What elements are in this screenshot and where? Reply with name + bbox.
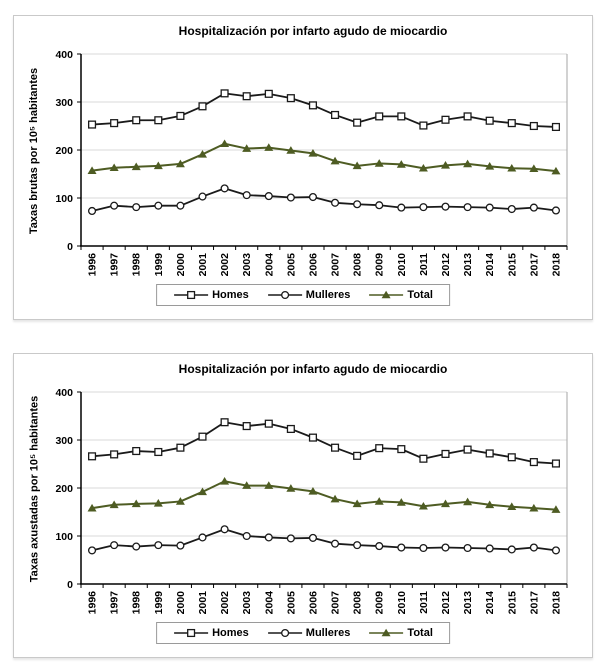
square-marker	[133, 117, 140, 124]
square-marker	[553, 124, 560, 131]
square-marker	[287, 426, 294, 433]
square-marker	[420, 122, 427, 129]
x-tick-label: 2003	[241, 591, 254, 615]
square-marker	[155, 449, 162, 456]
circle-marker	[420, 204, 427, 211]
x-tick-label: 1997	[108, 591, 121, 615]
x-tick-label: 2005	[285, 253, 298, 277]
x-tick-label: 2006	[307, 253, 320, 277]
legend-item-total	[368, 627, 432, 639]
circle-marker	[310, 535, 317, 542]
legend-item-mulleres	[267, 289, 351, 301]
x-tick-label: 1998	[130, 591, 143, 615]
x-tick-label: 2002	[219, 253, 232, 277]
square-marker	[310, 434, 317, 441]
square-marker	[398, 446, 405, 453]
square-marker	[221, 90, 228, 97]
x-tick-label: 2004	[263, 591, 276, 615]
x-tick-label: 2001	[197, 591, 209, 615]
square-marker	[464, 113, 471, 120]
x-tick-label: 2004	[263, 253, 276, 277]
circle-marker	[155, 542, 162, 549]
legend-item-homes	[173, 289, 249, 301]
circle-marker	[464, 204, 471, 211]
circle-marker	[398, 544, 405, 551]
y-tick-label: 100	[55, 192, 73, 205]
x-tick-label: 2009	[373, 591, 386, 615]
circle-marker	[530, 204, 537, 211]
square-marker	[376, 445, 383, 452]
y-tick-label: 300	[55, 96, 73, 109]
square-marker	[243, 423, 250, 430]
square-marker	[442, 451, 449, 458]
circle-marker	[420, 545, 427, 552]
x-tick-label: 2011	[417, 591, 430, 614]
y-tick-label: 400	[55, 48, 73, 61]
square-marker	[155, 117, 162, 124]
circle-marker	[398, 204, 405, 211]
adjusted-rates-chart-panel	[13, 353, 593, 658]
x-tick-label: 2017	[528, 591, 541, 615]
legend-triangle-icon	[368, 289, 404, 301]
circle-marker	[199, 193, 206, 200]
x-tick-label: 2009	[373, 253, 386, 277]
x-tick-label: 1999	[152, 253, 165, 277]
square-marker	[398, 113, 405, 120]
circle-marker	[133, 204, 140, 211]
x-tick-label: 2008	[351, 591, 364, 615]
x-tick-label: 1998	[130, 253, 143, 277]
square-marker	[530, 459, 537, 466]
circle-marker	[111, 202, 118, 209]
x-tick-label: 2013	[462, 253, 475, 277]
x-tick-label: 1996	[86, 253, 99, 277]
circle-marker	[265, 534, 272, 541]
legend-triangle-icon	[368, 627, 404, 639]
circle-marker	[332, 540, 339, 547]
x-tick-label: 2010	[395, 253, 408, 277]
circle-marker	[508, 206, 515, 213]
square-marker	[199, 103, 206, 110]
x-tick-label: 2006	[307, 591, 320, 615]
square-marker	[442, 116, 449, 123]
circle-marker	[354, 201, 361, 208]
legend-circle-icon	[267, 627, 303, 639]
x-tick-label: 2001	[197, 253, 209, 277]
square-marker	[287, 95, 294, 102]
square-marker	[265, 420, 272, 427]
x-tick-label: 2012	[440, 591, 452, 615]
square-marker	[111, 120, 118, 127]
y-tick-label: 200	[55, 144, 73, 157]
y-tick-label: 300	[55, 434, 73, 447]
circle-marker	[111, 542, 118, 549]
square-marker	[332, 112, 339, 119]
series-line-total	[92, 144, 556, 171]
x-tick-label: 2015	[506, 253, 519, 277]
triangle-marker	[220, 477, 229, 485]
y-tick-label: 0	[67, 578, 73, 591]
x-tick-label: 2014	[484, 253, 497, 277]
x-tick-label: 1999	[152, 591, 165, 615]
circle-marker	[442, 544, 449, 551]
legend	[156, 622, 450, 644]
square-marker	[310, 102, 317, 109]
x-tick-label: 2010	[395, 591, 408, 615]
circle-marker	[177, 202, 184, 209]
triangle-marker	[220, 139, 229, 147]
square-marker	[464, 446, 471, 453]
square-marker	[508, 454, 515, 461]
x-tick-label: 2005	[285, 591, 298, 615]
circle-marker	[221, 526, 228, 533]
square-marker	[354, 452, 361, 459]
x-tick-label: 2007	[329, 591, 342, 615]
y-tick-label: 0	[67, 240, 73, 253]
square-marker	[508, 120, 515, 127]
circle-marker	[89, 547, 96, 554]
y-axis-title: Taxas brutas por 10⁵ habitantes	[28, 67, 41, 235]
circle-marker	[332, 199, 339, 206]
circle-marker	[199, 534, 206, 541]
legend-item-total	[368, 289, 432, 301]
legend-label: Total	[407, 627, 433, 639]
plot-area	[14, 378, 592, 624]
square-marker	[332, 444, 339, 451]
x-tick-label: 2018	[550, 253, 563, 277]
square-marker	[486, 117, 493, 124]
x-tick-label: 1996	[86, 591, 99, 615]
square-marker	[199, 433, 206, 440]
square-marker	[486, 450, 493, 457]
x-tick-label: 2018	[550, 591, 563, 615]
circle-marker	[376, 202, 383, 209]
circle-marker	[133, 543, 140, 550]
circle-marker	[553, 207, 560, 214]
circle-marker	[486, 204, 493, 211]
legend-square-icon	[173, 627, 209, 639]
circle-marker	[508, 546, 515, 553]
circle-marker	[243, 192, 250, 199]
square-marker	[177, 444, 184, 451]
square-marker	[133, 448, 140, 455]
chart-title: Hospitalización por infarto agudo de miocardio	[178, 362, 448, 376]
square-marker	[111, 451, 118, 458]
legend-circle-icon	[267, 289, 303, 301]
square-marker	[553, 460, 560, 467]
x-tick-label: 2011	[417, 253, 430, 276]
x-tick-label: 2007	[329, 253, 342, 277]
plot-area	[14, 40, 592, 286]
legend	[156, 284, 450, 306]
x-tick-label: 2000	[174, 591, 187, 615]
y-tick-label: 400	[55, 386, 73, 399]
square-marker	[420, 455, 427, 462]
y-axis-title: Taxas axustadas por 10⁵ habitantes	[28, 395, 41, 583]
circle-marker	[155, 202, 162, 209]
circle-marker	[486, 545, 493, 552]
square-marker	[243, 93, 250, 100]
circle-marker	[310, 194, 317, 201]
y-tick-label: 200	[55, 482, 73, 495]
y-tick-label: 100	[55, 530, 73, 543]
square-marker	[89, 453, 96, 460]
circle-marker	[442, 203, 449, 210]
square-marker	[177, 113, 184, 120]
legend-label: Mulleres	[305, 289, 351, 301]
square-marker	[265, 90, 272, 97]
circle-marker	[243, 533, 250, 540]
square-marker	[376, 113, 383, 120]
square-marker	[530, 123, 537, 130]
square-marker	[89, 121, 96, 128]
x-tick-label: 1997	[108, 253, 121, 277]
x-tick-label: 2014	[484, 591, 497, 615]
circle-marker	[221, 185, 228, 192]
circle-marker	[89, 208, 96, 215]
crude-rates-chart-panel	[13, 15, 593, 320]
x-tick-label: 2003	[241, 253, 254, 277]
x-tick-label: 2017	[528, 253, 541, 277]
x-tick-label: 2015	[506, 591, 519, 615]
circle-marker	[553, 547, 560, 554]
x-tick-label: 2002	[219, 591, 232, 615]
circle-marker	[354, 542, 361, 549]
circle-marker	[287, 535, 294, 542]
legend-item-homes	[173, 627, 249, 639]
square-marker	[354, 119, 361, 126]
circle-marker	[530, 544, 537, 551]
circle-marker	[376, 543, 383, 550]
circle-marker	[177, 542, 184, 549]
legend-item-mulleres	[267, 627, 351, 639]
circle-marker	[265, 193, 272, 200]
x-tick-label: 2013	[462, 591, 475, 615]
x-tick-label: 2012	[440, 253, 452, 277]
square-marker	[221, 419, 228, 426]
legend-label: Total	[407, 289, 433, 301]
legend-square-icon	[173, 289, 209, 301]
legend-label: Homes	[212, 289, 249, 301]
x-tick-label: 2000	[174, 253, 187, 277]
circle-marker	[464, 545, 471, 552]
legend-label: Homes	[212, 627, 249, 639]
circle-marker	[287, 194, 294, 201]
chart-title: Hospitalización por infarto agudo de miocardio	[178, 24, 448, 38]
x-tick-label: 2008	[351, 253, 364, 277]
legend-label: Mulleres	[305, 627, 351, 639]
